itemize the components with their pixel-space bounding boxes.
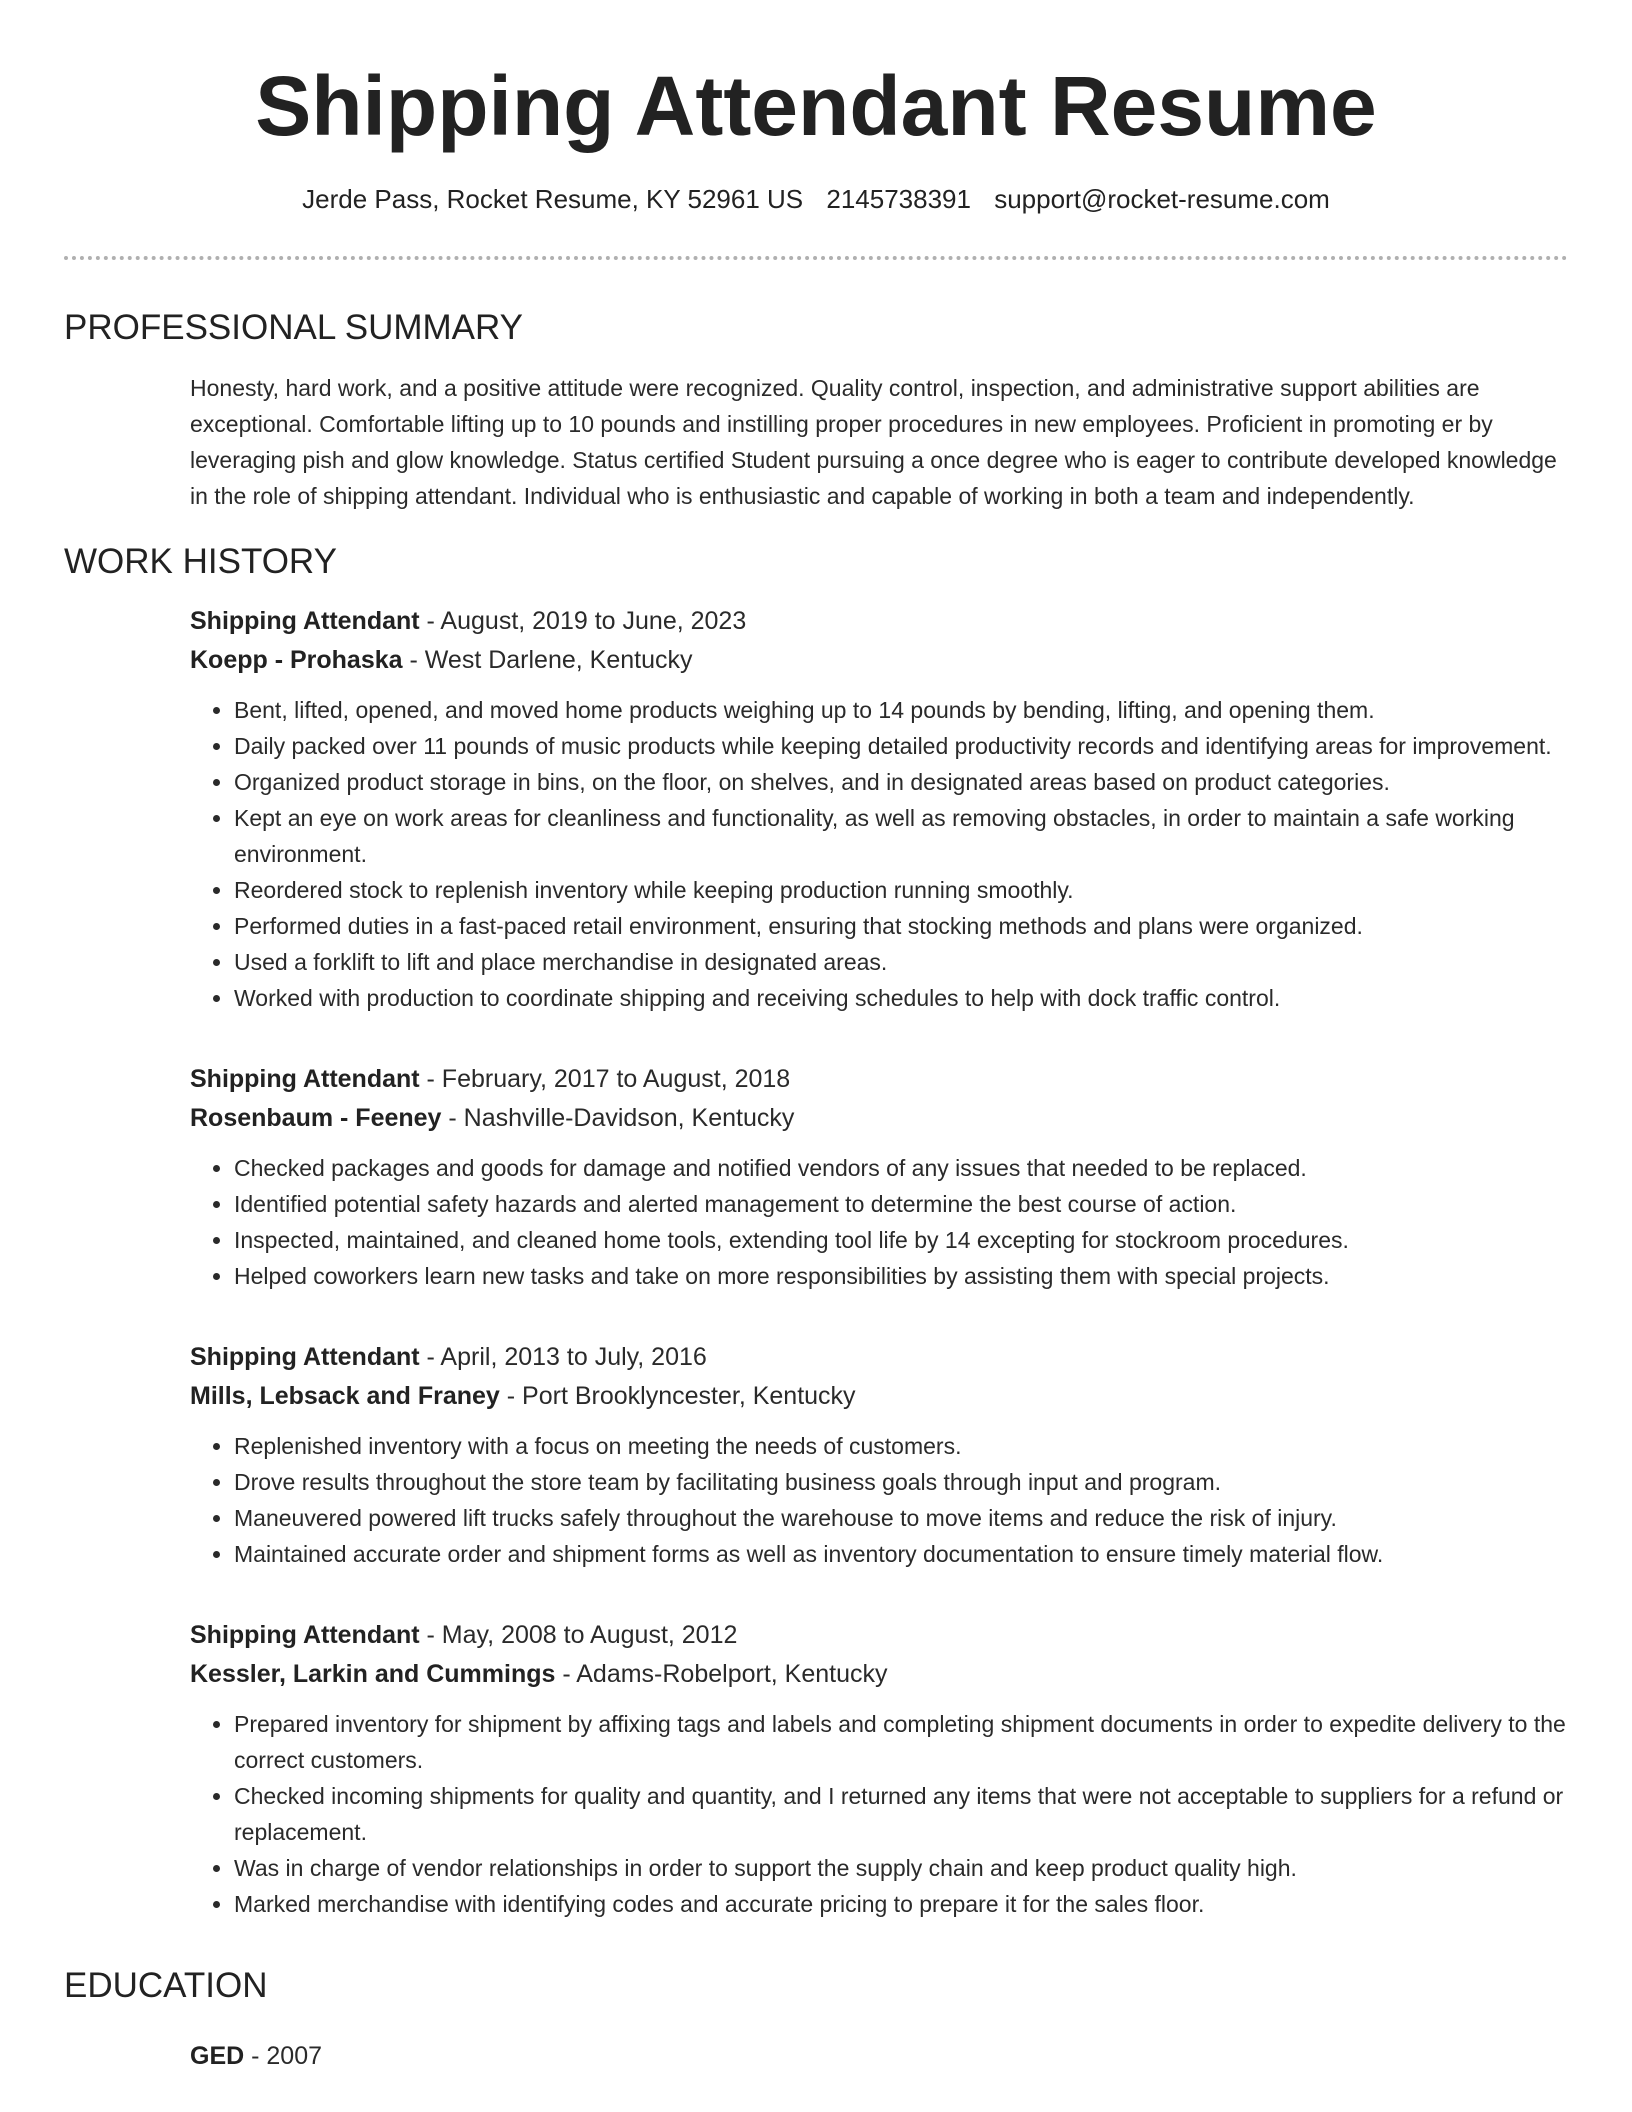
job-duty: • Worked with production to coordinate shipping and receiving schedules to help with dock traffic control. [234,980,1568,1016]
job-duty: • Inspected, maintained, and cleaned home tools, extending tool life by 14 excepting for stockroom procedures. [234,1222,1568,1258]
job-duty: • Daily packed over 11 pounds of music products while keeping detailed productivity records and identifying areas for improvement. [234,728,1568,764]
job-duties [190,1706,1568,1922]
page-title: Shipping Attendant Resume [255,59,1377,153]
contact-line [64,182,1568,216]
job-duty: • Drove results throughout the store team by facilitating business goals through input and program. [234,1464,1568,1500]
job-duties [190,1150,1568,1294]
job-entry [190,1616,1568,1922]
job-duty: • Used a forklift to lift and place merchandise in designated areas. [234,944,1568,980]
job-dates: - April, 2013 to July, 2016 [419,1343,707,1371]
job-role: Shipping Attendant [190,1343,420,1371]
contact-address: Jerde Pass, Rocket Resume, KY 52961 US [302,184,804,214]
job-duty: • Organized product storage in bins, on the floor, on shelves, and in designated areas based on product categories. [234,764,1568,800]
education-degree: GED [190,2042,245,2070]
job-duty: • Helped coworkers learn new tasks and take on more responsibilities by assisting them with special projects. [234,1258,1568,1294]
job-location: - Port Brooklyncester, Kentucky [499,1382,856,1410]
job-duty: • Performed duties in a fast-paced retail environment, ensuring that stocking methods and plans were organized. [234,908,1568,944]
job-duty: • Maneuvered powered lift trucks safely throughout the warehouse to move items and reduce the risk of injury. [234,1500,1568,1536]
education-year: - 2007 [244,2042,323,2070]
job-duty: • Bent, lifted, opened, and moved home products weighing up to 14 pounds by bending, lifting, and opening them. [234,692,1568,728]
job-duty: • Replenished inventory with a focus on meeting the needs of customers. [234,1428,1568,1464]
job-dates: - May, 2008 to August, 2012 [419,1621,738,1649]
job-dates: - February, 2017 to August, 2018 [419,1065,791,1093]
summary-heading: PROFESSIONAL SUMMARY [64,308,523,347]
job-role: Shipping Attendant [190,1065,420,1093]
job-duty: • Maintained accurate order and shipment forms as well as inventory documentation to ensure timely material flow. [234,1536,1568,1572]
job-location: - Nashville-Davidson, Kentucky [441,1104,795,1132]
job-location: - West Darlene, Kentucky [402,646,693,674]
job-entry [190,602,1568,1016]
job-title-line [190,1616,1568,1655]
work-history-heading: WORK HISTORY [64,542,337,581]
job-duties [190,1428,1568,1572]
job-duty: • Checked incoming shipments for quality and quantity, and I returned any items that were not acceptable to suppliers for a refund or replacement. [234,1778,1568,1850]
education-entry [190,2038,1568,2074]
job-duty: • Marked merchandise with identifying codes and accurate pricing to prepare it for the sales floor. [234,1886,1568,1922]
job-duty: • Was in charge of vendor relationships in order to support the supply chain and keep product quality high. [234,1850,1568,1886]
job-dates: - August, 2019 to June, 2023 [419,607,747,635]
job-duty: • Checked packages and goods for damage and notified vendors of any issues that needed to be replaced. [234,1150,1568,1186]
job-company: Kessler, Larkin and Cummings [190,1660,556,1688]
job-location: - Adams-Robelport, Kentucky [555,1660,888,1688]
job-duty: • Kept an eye on work areas for cleanliness and functionality, as well as removing obstacles, in order to maintain a safe working environment. [234,800,1568,872]
summary-text: Honesty, hard work, and a positive attitude were recognized. Quality control, inspection, and administrative support abilities are exceptional. Comfortable lifting up to 10 pounds and instilling proper procedures in new employees. Proficient in promoting er by leveraging pish and glow knowledge. Status certified Student pursuing a once degree who is eager to contribute developed knowledge in the role of shipping attendant. Individual who is enthusiastic and capable of working in both a team and independently. [190,375,1557,509]
job-duty: • Prepared inventory for shipment by affixing tags and labels and completing shipment documents in order to expedite delivery to the correct customers. [234,1706,1568,1778]
job-title-line [190,1060,1568,1099]
contact-phone: 2145738391 [826,184,971,214]
job-company-line [190,1377,1568,1416]
job-duty: • Reordered stock to replenish inventory while keeping production running smoothly. [234,872,1568,908]
job-company-line [190,641,1568,680]
job-entry [190,1338,1568,1572]
job-duties [190,692,1568,1016]
job-title-line [190,602,1568,641]
job-title-line [190,1338,1568,1377]
job-role: Shipping Attendant [190,607,420,635]
job-duty: • Identified potential safety hazards and alerted management to determine the best course of action. [234,1186,1568,1222]
job-company: Rosenbaum - Feeney [190,1104,442,1132]
header-divider [64,256,1568,260]
contact-email: support@rocket-resume.com [994,184,1330,214]
job-company: Koepp - Prohaska [190,646,403,674]
job-entry [190,1060,1568,1294]
job-role: Shipping Attendant [190,1621,420,1649]
education-heading: EDUCATION [64,1966,268,2005]
job-company: Mills, Lebsack and Franey [190,1382,500,1410]
work-history-list [190,602,1568,1922]
job-company-line [190,1655,1568,1694]
job-company-line [190,1099,1568,1138]
